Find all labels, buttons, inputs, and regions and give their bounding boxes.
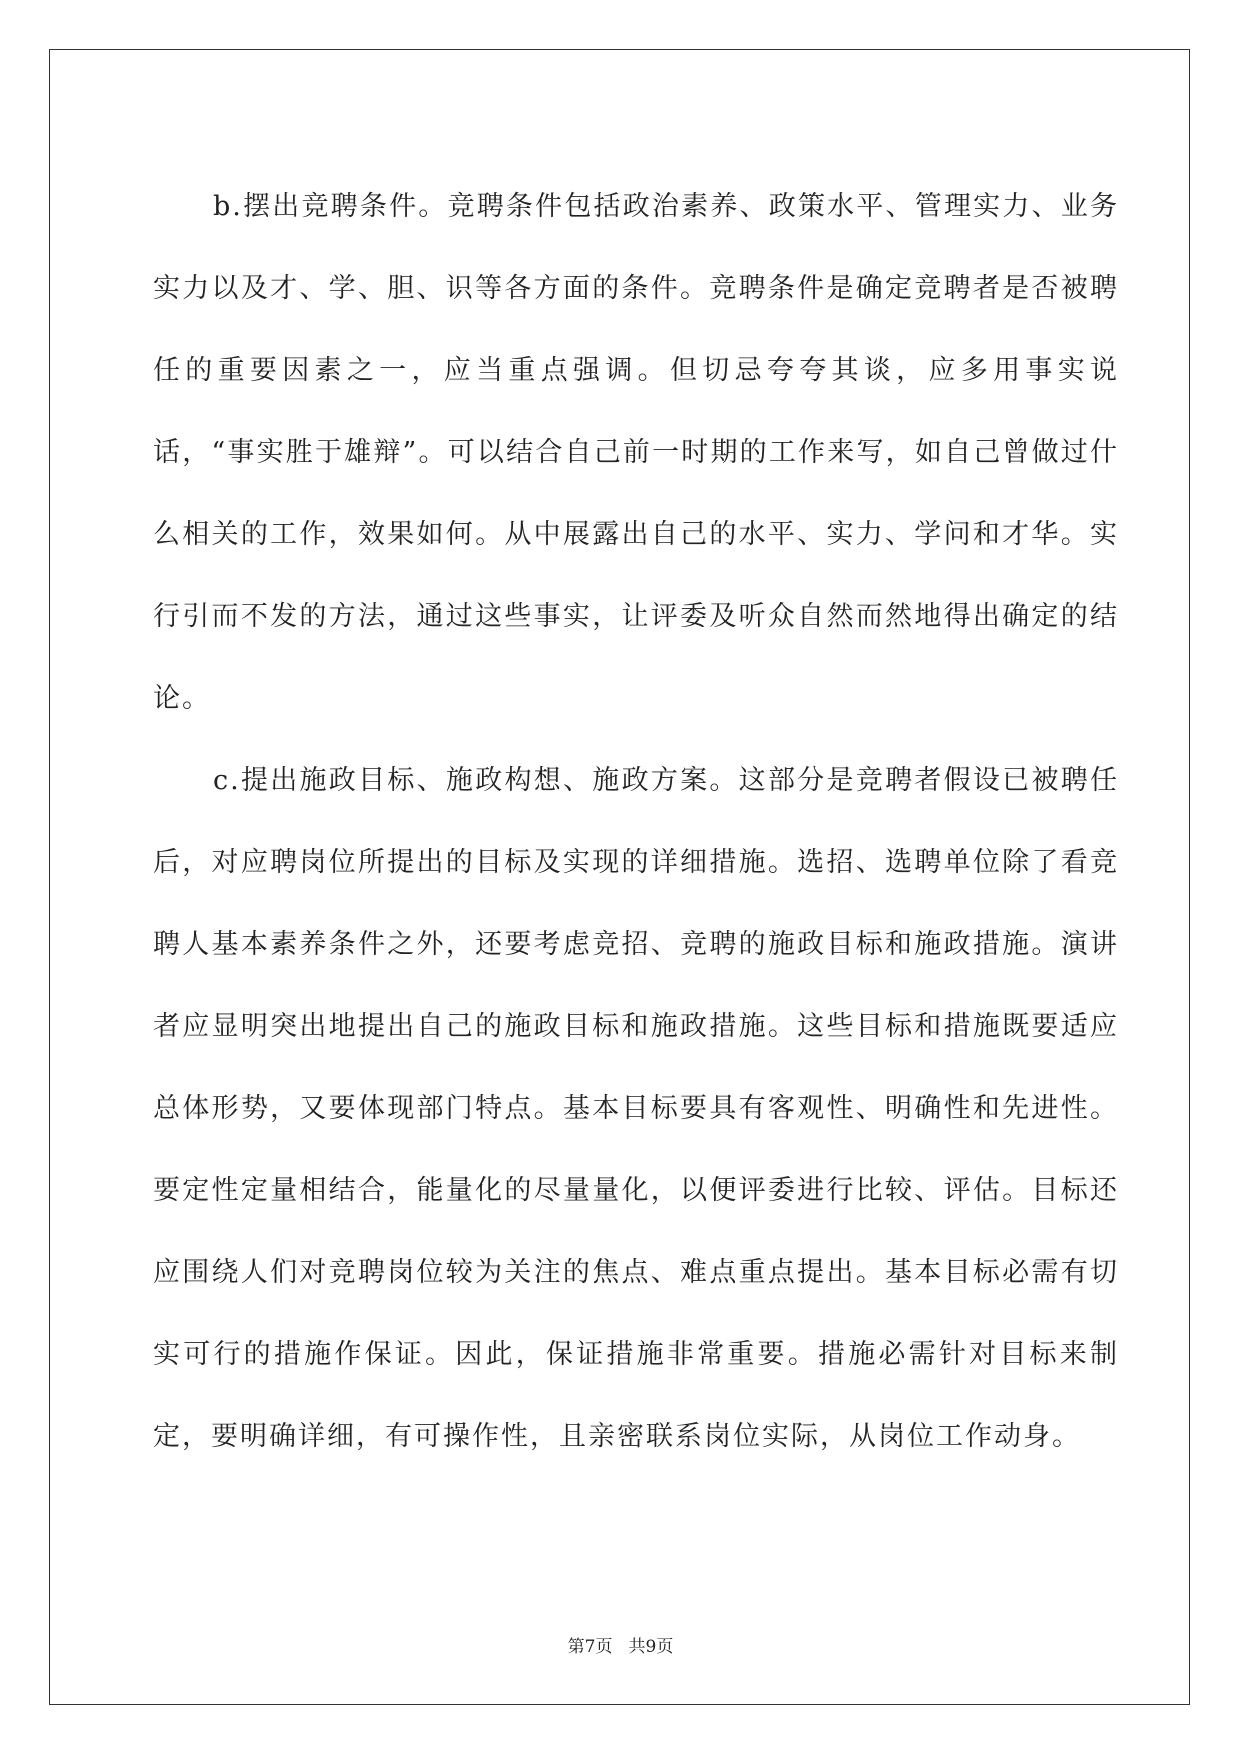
page-footer [0,1632,1241,1657]
page-number-current: 第7页 [567,1637,613,1657]
paragraph-b: b.摆出竞聘条件。竞聘条件包括政治素养、政策水平、管理实力、业务实力以及才、学、胆、识等各方面的条件。竞聘条件是确定竞聘者是否被聘任的重要因素之一，应当重点强调。但切忌夸夸其谈，应多用事实说话，“事实胜于雄辩”。可以结合自己前一时期的工作来写，如自己曾做过什么相关的工作，效果如何。从中展露出自己的水平、实力、学问和才华。实行引而不发的方法，通过这些事实，让评委及听众自然而然地得出确定的结论。 [153,191,1119,714]
paragraph-c: c.提出施政目标、施政构想、施政方案。这部分是竞聘者假设已被聘任后，对应聘岗位所提出的目标及实现的详细措施。选招、选聘单位除了看竞聘人基本素养条件之外，还要考虑竞招、竞聘的施政目标和施政措施。演讲者应显明突出地提出自己的施政目标和施政措施。这些目标和措施既要适应总体形势，又要体现部门特点。基本目标要具有客观性、明确性和先进性。要定性定量相结合，能量化的尽量量化，以便评委进行比较、评估。目标还应围绕人们对竞聘岗位较为关注的焦点、难点重点提出。基本目标必需有切实可行的措施作保证。因此，保证措施非常重要。措施必需针对目标来制定，要明确详细，有可操作性，且亲密联系岗位实际，从岗位工作动身。 [153,765,1119,1452]
document-body [153,166,1119,1478]
page-number-total: 共9页 [628,1637,674,1657]
